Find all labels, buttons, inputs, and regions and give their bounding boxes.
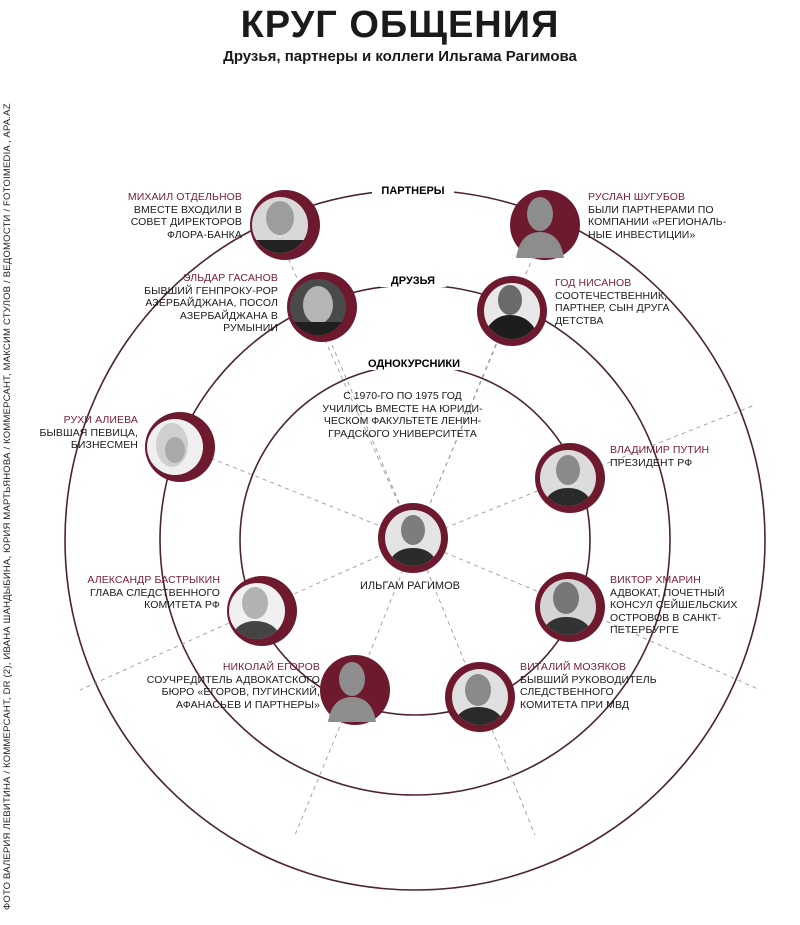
person-name: НИКОЛАЙ ЕГОРОВ: [222, 661, 320, 673]
person-desc: СОУЧРЕДИТЕЛЬ АДВОКАТСКОГО БЮРО «ЕГОРОВ, ПУГИНСКИЙ, АФАНАСЬЕВ И ПАРТНЕРЫ»: [146, 673, 320, 711]
person-desc: БЫВШИЙ РУКОВОДИТЕЛЬ СЛЕДСТВЕННОГО КОМИТЕТА ПРИ МВД: [520, 673, 657, 711]
page-subtitle: Друзья, партнеры и коллеги Ильгама Рагимова: [223, 48, 577, 65]
person-desc: ПРЕЗИДЕНТ РФ: [610, 456, 693, 469]
label-nisanov: [555, 277, 675, 327]
photo-nisanov: [477, 276, 547, 346]
photo-shugubov: [510, 190, 580, 260]
label-egorov: [140, 661, 320, 711]
person-name: МИХАИЛ ОТДЕЛЬНОВ: [127, 191, 242, 203]
center-person-name: ИЛЬГАМ РАГИМОВ: [360, 580, 460, 592]
photo-gasanov: [287, 272, 357, 342]
label-otdelnov: [110, 191, 242, 241]
ring-label-partners: ПАРТНЕРЫ: [381, 185, 445, 197]
person-name: ГОД НИСАНОВ: [555, 277, 632, 289]
photo-credit: ФОТО ВАЛЕРИЯ ЛЕВИТИНА / КОММЕРСАНТ, DR (2), ИВАНА ШАНДЫБИНА, ЮРИЯ МАРТЬЯНОВА / КОММЕРСАНТ, МАКСИМ СТУЛОВ / ВЕДОМОСТИ / FOTOIMEDIA , APA.AZ: [2, 103, 13, 910]
person-desc: БЫВШИЙ ГЕНПРОКУ-РОР АЗЕРБАЙДЖАНА, ПОСОЛ АЗЕРБАЙДЖАНА В РУМЫНИИ: [144, 284, 278, 334]
person-name: ВЛАДИМИР ПУТИН: [610, 444, 710, 456]
label-putin: [610, 444, 740, 469]
label-kharmarin: [610, 574, 770, 637]
page-title: КРУГ ОБЩЕНИЯ: [240, 4, 560, 46]
label-alieva: [30, 414, 138, 452]
person-name: РУСЛАН ШУГУБОВ: [588, 191, 686, 203]
photo-alieva: [145, 412, 215, 482]
person-name: АЛЕКСАНДР БАСТРЫКИН: [87, 574, 220, 586]
label-shugubov: [588, 191, 728, 241]
ring-label-classmates: ОДНОКУРСНИКИ: [367, 358, 461, 370]
label-bastrykin: [60, 574, 220, 612]
photo-bastrykin: [227, 576, 297, 646]
ring-label-friends: ДРУЗЬЯ: [390, 275, 436, 287]
person-desc: БЫВШАЯ ПЕВИЦА, БИЗНЕСМЕН: [39, 426, 138, 451]
label-gasanov: [144, 272, 278, 335]
person-desc: СООТЕЧЕСТВЕННИК, ПАРТНЕР, СЫН ДРУГА ДЕТСТВА: [555, 289, 670, 327]
person-name: ЭЛЬДАР ГАСАНОВ: [182, 272, 278, 284]
person-name: РУХИ АЛИЕВА: [63, 414, 138, 426]
photo-kharmarin: [535, 572, 605, 642]
person-name: ВИКТОР ХМАРИН: [610, 574, 701, 586]
classmates-note: С 1970-ГО ПО 1975 ГОД УЧИЛИСЬ ВМЕСТЕ НА ЮРИДИ-ЧЕСКОМ ФАКУЛЬТЕТЕ ЛЕНИН-ГРАДСКОГО УНИВЕРСИТЕТА: [322, 390, 483, 440]
person-desc: БЫЛИ ПАРТНЕРАМИ ПО КОМПАНИИ «РЕГИОНАЛЬ-НЫЕ ИНВЕСТИЦИИ»: [588, 203, 727, 241]
photo-egorov: [320, 655, 390, 725]
person-name: ВИТАЛИЙ МОЗЯКОВ: [520, 661, 627, 673]
label-mozyakov: [520, 661, 670, 711]
photo-putin: [535, 443, 605, 513]
person-desc: ВМЕСТЕ ВХОДИЛИ В СОВЕТ ДИРЕКТОРОВ ФЛОРА-БАНКА: [130, 203, 242, 241]
photo-ragimov: [378, 503, 448, 573]
photo-otdelnov: [250, 190, 320, 265]
person-desc: ГЛАВА СЛЕДСТВЕННОГО КОМИТЕТА РФ: [90, 586, 220, 611]
photo-mozyakov: [445, 662, 515, 732]
person-desc: АДВОКАТ, ПОЧЕТНЫЙ КОНСУЛ СЕЙШЕЛЬСКИХ ОСТРОВОВ В САНКТ-ПЕТЕРБУРГЕ: [610, 586, 738, 636]
